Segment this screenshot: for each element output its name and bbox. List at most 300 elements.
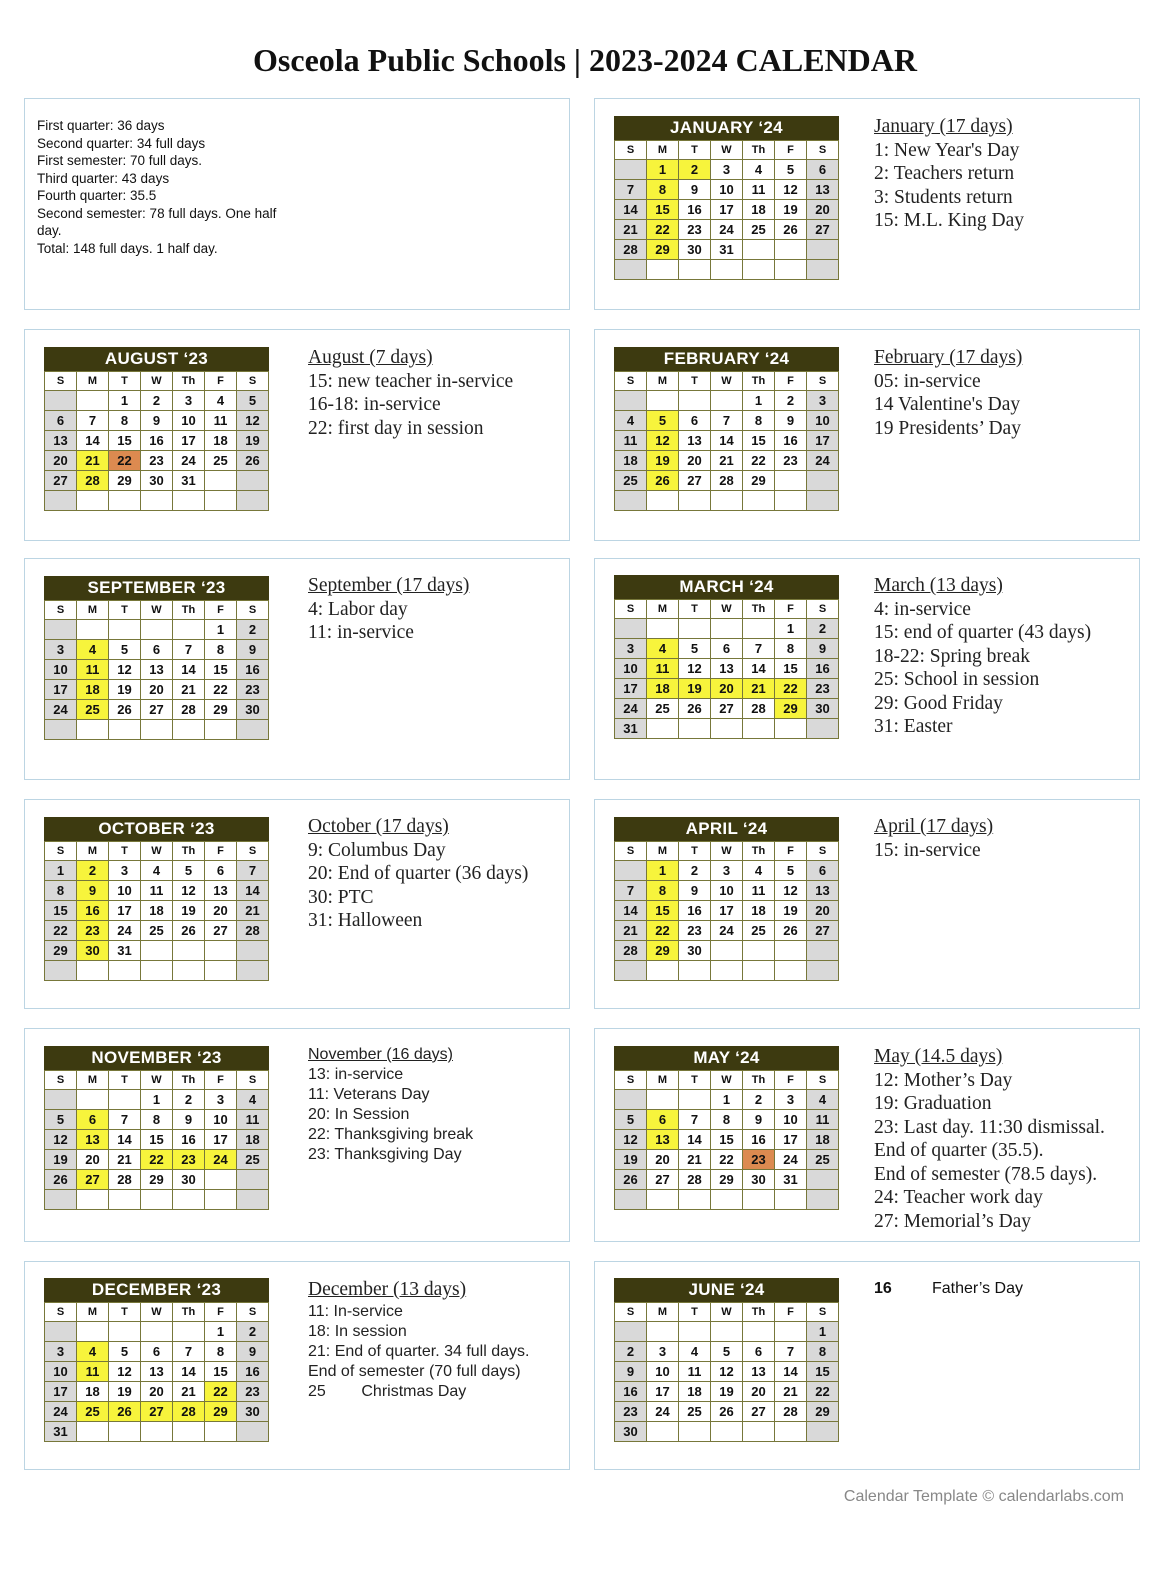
day-cell: 16	[775, 431, 807, 451]
day-cell: 20	[679, 451, 711, 471]
day-cell: 17	[615, 679, 647, 699]
day-cell: 21	[711, 451, 743, 471]
day-cell: 19	[615, 1150, 647, 1170]
day-cell: 3	[205, 1090, 237, 1110]
day-cell	[77, 1322, 109, 1342]
day-cell	[141, 961, 173, 981]
day-cell: 1	[45, 861, 77, 881]
day-cell	[615, 160, 647, 180]
calendar-sep	[44, 576, 269, 740]
day-cell: 2	[141, 391, 173, 411]
day-cell: 26	[237, 451, 269, 471]
day-header: F	[775, 842, 807, 861]
day-cell	[775, 491, 807, 511]
day-cell: 25	[205, 451, 237, 471]
note-line: End of quarter (35.5).	[874, 1140, 1044, 1161]
day-cell: 4	[205, 391, 237, 411]
day-cell	[807, 719, 839, 739]
notes-jan	[874, 115, 1024, 233]
day-cell	[775, 1322, 807, 1342]
day-cell: 29	[109, 471, 141, 491]
day-cell: 20	[711, 679, 743, 699]
day-cell	[45, 1190, 77, 1210]
day-cell	[77, 1090, 109, 1110]
day-cell: 13	[141, 1362, 173, 1382]
day-cell: 19	[711, 1382, 743, 1402]
day-cell	[615, 391, 647, 411]
day-cell	[647, 1090, 679, 1110]
day-cell	[743, 260, 775, 280]
day-cell	[45, 720, 77, 740]
day-cell: 21	[615, 220, 647, 240]
day-cell: 12	[173, 881, 205, 901]
day-cell	[173, 1190, 205, 1210]
day-cell: 5	[109, 640, 141, 660]
day-cell: 2	[807, 619, 839, 639]
day-cell: 29	[205, 700, 237, 720]
day-header: S	[45, 1071, 77, 1090]
note-line: 20: In Session	[308, 1106, 410, 1123]
note-line: 18: In session	[308, 1323, 407, 1340]
day-header: M	[647, 600, 679, 619]
day-cell: 27	[141, 700, 173, 720]
day-cell	[45, 391, 77, 411]
notes-heading: October (17 days)	[308, 816, 449, 837]
calendar-grid	[44, 1302, 269, 1442]
day-cell: 7	[109, 1110, 141, 1130]
day-cell	[647, 1322, 679, 1342]
day-cell: 23	[775, 451, 807, 471]
day-cell	[679, 1090, 711, 1110]
day-cell: 14	[173, 660, 205, 680]
note-line: End of semester (78.5 days).	[874, 1163, 1098, 1185]
day-cell: 4	[647, 639, 679, 659]
summary-line: Second quarter: 34 full days	[37, 135, 206, 151]
notes-dec-heading	[308, 1278, 466, 1302]
notes-dec	[308, 1302, 529, 1402]
day-cell: 29	[775, 699, 807, 719]
day-cell: 21	[237, 901, 269, 921]
day-cell: 11	[205, 411, 237, 431]
day-cell: 27	[77, 1170, 109, 1190]
calendar-grid	[614, 1070, 839, 1210]
day-cell: 8	[45, 881, 77, 901]
day-cell	[173, 720, 205, 740]
notes-aug	[308, 346, 513, 440]
day-cell	[775, 260, 807, 280]
day-header: S	[615, 1071, 647, 1090]
note-line: 25 Christmas Day	[308, 1383, 467, 1400]
day-cell: 6	[205, 861, 237, 881]
day-cell: 5	[647, 411, 679, 431]
day-cell: 8	[205, 640, 237, 660]
day-cell	[807, 240, 839, 260]
note-line: 20: End of quarter (36 days)	[308, 863, 529, 884]
day-cell	[679, 961, 711, 981]
day-cell: 15	[45, 901, 77, 921]
notes-heading: January (17 days)	[874, 116, 1013, 137]
note-line: 27: Memorial’s Day	[874, 1210, 1032, 1232]
day-cell: 10	[205, 1110, 237, 1130]
day-cell	[775, 719, 807, 739]
day-cell	[679, 719, 711, 739]
day-cell: 22	[807, 1382, 839, 1402]
day-cell: 29	[45, 941, 77, 961]
day-cell: 16	[743, 1130, 775, 1150]
calendar-grid	[44, 841, 269, 981]
day-cell: 14	[775, 1362, 807, 1382]
day-cell	[743, 941, 775, 961]
day-header: Th	[173, 601, 205, 620]
day-cell: 18	[647, 679, 679, 699]
day-cell	[775, 471, 807, 491]
day-cell: 22	[205, 1382, 237, 1402]
day-cell: 20	[647, 1150, 679, 1170]
day-cell: 5	[711, 1342, 743, 1362]
notes-heading: November (16 days)	[308, 1046, 453, 1063]
day-header: S	[237, 1071, 269, 1090]
day-cell: 18	[743, 200, 775, 220]
day-cell: 11	[77, 1362, 109, 1382]
day-cell: 26	[615, 1170, 647, 1190]
notes-heading: May (14.5 days)	[874, 1046, 1003, 1067]
day-cell: 28	[711, 471, 743, 491]
day-cell: 22	[743, 451, 775, 471]
notes-may	[874, 1045, 1105, 1233]
day-header: S	[615, 372, 647, 391]
month-title: MAY ‘24	[614, 1046, 839, 1070]
calendar-grid	[614, 599, 839, 739]
day-cell: 17	[45, 680, 77, 700]
day-cell	[205, 720, 237, 740]
day-cell	[807, 941, 839, 961]
day-cell: 20	[45, 451, 77, 471]
day-cell: 28	[173, 700, 205, 720]
day-cell: 10	[711, 180, 743, 200]
day-cell: 26	[711, 1402, 743, 1422]
day-header: S	[237, 601, 269, 620]
day-cell: 19	[647, 451, 679, 471]
day-cell: 5	[173, 861, 205, 881]
day-cell: 2	[679, 861, 711, 881]
day-cell	[647, 491, 679, 511]
day-cell: 12	[45, 1130, 77, 1150]
day-cell: 24	[711, 921, 743, 941]
day-cell: 19	[237, 431, 269, 451]
day-cell: 6	[711, 639, 743, 659]
day-cell	[109, 1190, 141, 1210]
day-cell: 15	[647, 901, 679, 921]
day-cell	[205, 941, 237, 961]
month-title: FEBRUARY ‘24	[614, 347, 839, 371]
page-title: Osceola Public Schools | 2023-2024 CALENDAR	[253, 42, 917, 78]
day-cell: 21	[743, 679, 775, 699]
day-cell: 24	[647, 1402, 679, 1422]
month-title: SEPTEMBER ‘23	[44, 576, 269, 600]
day-header: S	[807, 141, 839, 160]
day-cell: 26	[109, 700, 141, 720]
day-header: S	[807, 1071, 839, 1090]
day-header: F	[205, 1071, 237, 1090]
day-cell: 15	[141, 1130, 173, 1150]
day-header: Th	[743, 372, 775, 391]
day-header: M	[647, 372, 679, 391]
day-cell: 25	[743, 921, 775, 941]
day-cell: 1	[109, 391, 141, 411]
note-line: End of semester (70 full days)	[308, 1363, 521, 1380]
day-cell: 3	[109, 861, 141, 881]
day-cell: 23	[173, 1150, 205, 1170]
day-cell: 10	[775, 1110, 807, 1130]
day-cell	[647, 719, 679, 739]
day-cell: 1	[647, 861, 679, 881]
day-cell: 1	[205, 1322, 237, 1342]
calendar-grid	[44, 1070, 269, 1210]
day-cell: 7	[679, 1110, 711, 1130]
day-header: T	[679, 600, 711, 619]
day-cell	[615, 491, 647, 511]
day-cell: 9	[615, 1362, 647, 1382]
day-header: M	[77, 372, 109, 391]
calendar-aug	[44, 347, 269, 511]
day-cell	[237, 491, 269, 511]
day-cell: 21	[173, 1382, 205, 1402]
day-cell: 13	[77, 1130, 109, 1150]
day-cell: 21	[77, 451, 109, 471]
month-title: DECEMBER ‘23	[44, 1278, 269, 1302]
day-cell: 19	[45, 1150, 77, 1170]
day-cell	[205, 1190, 237, 1210]
day-cell: 25	[141, 921, 173, 941]
summary-line: Fourth quarter: 35.5	[37, 188, 157, 203]
day-cell	[173, 620, 205, 640]
day-cell: 25	[647, 699, 679, 719]
day-header: Th	[743, 842, 775, 861]
day-cell: 2	[77, 861, 109, 881]
note-line: 22: Thanksgiving break	[308, 1126, 474, 1143]
day-cell	[711, 491, 743, 511]
day-cell: 8	[141, 1110, 173, 1130]
calendar-grid	[614, 371, 839, 511]
day-cell: 26	[45, 1170, 77, 1190]
notes-mar	[874, 574, 1091, 739]
notes-feb	[874, 346, 1022, 440]
day-header: S	[615, 1303, 647, 1322]
day-cell: 12	[615, 1130, 647, 1150]
day-cell: 5	[615, 1110, 647, 1130]
day-cell: 3	[45, 640, 77, 660]
note-line: 29: Good Friday	[874, 692, 1003, 714]
summary-line: Second semester: 78 full days. One half day.	[37, 205, 277, 238]
june-note	[874, 1280, 1023, 1298]
day-cell	[109, 720, 141, 740]
day-cell: 18	[141, 901, 173, 921]
day-header: S	[45, 1303, 77, 1322]
day-cell	[679, 391, 711, 411]
summary-line: Third quarter: 43 days	[37, 170, 170, 186]
day-cell: 24	[45, 1402, 77, 1422]
day-cell	[711, 391, 743, 411]
day-cell: 30	[679, 941, 711, 961]
day-cell	[647, 1190, 679, 1210]
day-cell: 28	[679, 1170, 711, 1190]
day-cell	[743, 1190, 775, 1210]
summary-line: First semester: 70 full days.	[37, 153, 203, 168]
day-header: T	[109, 601, 141, 620]
day-cell: 20	[205, 901, 237, 921]
notes-apr	[874, 815, 993, 862]
day-cell	[77, 1422, 109, 1442]
day-cell: 11	[237, 1110, 269, 1130]
day-cell: 28	[775, 1402, 807, 1422]
summary-box	[24, 98, 570, 310]
day-cell: 13	[205, 881, 237, 901]
day-cell: 28	[173, 1402, 205, 1422]
day-header: S	[237, 842, 269, 861]
day-cell	[237, 720, 269, 740]
day-cell: 23	[237, 1382, 269, 1402]
day-cell: 23	[141, 451, 173, 471]
day-cell: 29	[807, 1402, 839, 1422]
day-cell: 26	[109, 1402, 141, 1422]
day-cell: 27	[743, 1402, 775, 1422]
day-cell: 3	[775, 1090, 807, 1110]
day-cell: 30	[173, 1170, 205, 1190]
day-cell	[109, 1090, 141, 1110]
day-cell: 2	[775, 391, 807, 411]
calendar-grid	[614, 140, 839, 280]
day-cell: 7	[615, 881, 647, 901]
day-cell	[77, 391, 109, 411]
day-cell: 9	[237, 1342, 269, 1362]
day-cell	[109, 1422, 141, 1442]
day-cell	[679, 1190, 711, 1210]
day-cell: 10	[45, 660, 77, 680]
day-cell: 4	[77, 640, 109, 660]
day-header: T	[109, 1303, 141, 1322]
day-cell	[205, 961, 237, 981]
calendar-may	[614, 1046, 839, 1210]
day-cell: 11	[77, 660, 109, 680]
day-cell	[615, 619, 647, 639]
day-cell: 16	[237, 660, 269, 680]
day-cell: 8	[647, 180, 679, 200]
day-cell	[743, 619, 775, 639]
day-cell: 9	[775, 411, 807, 431]
day-cell: 24	[807, 451, 839, 471]
day-cell: 13	[743, 1362, 775, 1382]
day-cell: 14	[679, 1130, 711, 1150]
day-cell	[109, 491, 141, 511]
day-cell	[679, 260, 711, 280]
day-cell	[647, 619, 679, 639]
day-cell: 17	[647, 1382, 679, 1402]
day-cell: 12	[109, 1362, 141, 1382]
day-cell	[615, 1322, 647, 1342]
day-header: S	[45, 842, 77, 861]
day-cell: 8	[775, 639, 807, 659]
day-header: W	[711, 372, 743, 391]
note-line: 2: Teachers return	[874, 163, 1015, 184]
day-cell: 29	[711, 1170, 743, 1190]
day-header: F	[205, 842, 237, 861]
day-cell	[647, 961, 679, 981]
day-cell	[743, 240, 775, 260]
notes-oct	[308, 815, 528, 933]
day-cell: 7	[711, 411, 743, 431]
day-cell: 23	[77, 921, 109, 941]
day-header: M	[77, 842, 109, 861]
day-cell: 29	[743, 471, 775, 491]
day-cell	[237, 961, 269, 981]
day-cell: 10	[173, 411, 205, 431]
day-header: Th	[743, 141, 775, 160]
day-cell: 16	[141, 431, 173, 451]
day-cell: 29	[647, 240, 679, 260]
day-cell: 6	[45, 411, 77, 431]
day-cell: 22	[647, 921, 679, 941]
day-cell: 5	[45, 1110, 77, 1130]
day-cell: 16	[173, 1130, 205, 1150]
day-cell: 19	[109, 1382, 141, 1402]
day-header: W	[141, 601, 173, 620]
day-cell: 4	[743, 861, 775, 881]
day-cell: 10	[647, 1362, 679, 1382]
day-cell: 12	[775, 881, 807, 901]
day-header: W	[141, 842, 173, 861]
day-header: S	[45, 372, 77, 391]
day-cell: 30	[237, 1402, 269, 1422]
day-cell	[679, 1422, 711, 1442]
day-cell: 25	[237, 1150, 269, 1170]
day-cell: 23	[615, 1402, 647, 1422]
day-cell: 18	[615, 451, 647, 471]
day-cell: 16	[615, 1382, 647, 1402]
day-cell: 17	[173, 431, 205, 451]
day-header: Th	[173, 1071, 205, 1090]
day-cell: 12	[711, 1362, 743, 1382]
month-title: APRIL ‘24	[614, 817, 839, 841]
day-cell: 31	[615, 719, 647, 739]
day-cell: 9	[679, 180, 711, 200]
calendar-grid	[44, 600, 269, 740]
day-cell: 21	[615, 921, 647, 941]
day-cell: 4	[743, 160, 775, 180]
day-cell: 3	[45, 1342, 77, 1362]
day-cell: 28	[109, 1170, 141, 1190]
day-cell: 6	[743, 1342, 775, 1362]
note-line: 19 Presidents’ Day	[874, 417, 1021, 439]
notes-heading: March (13 days)	[874, 575, 1003, 596]
day-cell: 27	[141, 1402, 173, 1422]
day-cell	[205, 1170, 237, 1190]
day-cell	[711, 1322, 743, 1342]
day-header: Th	[173, 372, 205, 391]
day-cell: 1	[141, 1090, 173, 1110]
day-cell: 6	[647, 1110, 679, 1130]
note-line: 31: Halloween	[308, 910, 423, 931]
day-cell: 3	[807, 391, 839, 411]
day-cell: 12	[775, 180, 807, 200]
day-cell: 17	[711, 200, 743, 220]
day-cell: 15	[743, 431, 775, 451]
day-cell	[743, 1422, 775, 1442]
day-header: S	[807, 372, 839, 391]
calendar-nov	[44, 1046, 269, 1210]
day-cell: 11	[615, 431, 647, 451]
day-cell: 9	[807, 639, 839, 659]
day-header: T	[679, 842, 711, 861]
